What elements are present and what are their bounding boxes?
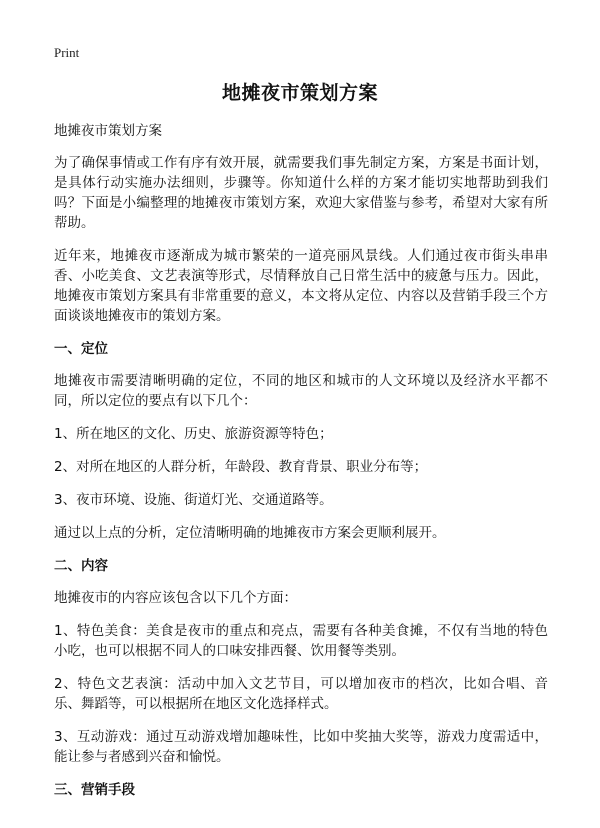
print-link[interactable]: Print — [54, 45, 80, 60]
article-subtitle: 地摊夜市策划方案 — [54, 123, 162, 139]
content-paragraph-1: 地摊夜市的内容应该包含以下几个方面： — [54, 590, 297, 606]
positioning-item-2: 2、对所在地区的人群分析，年龄段、教育背景、职业分布等； — [54, 459, 428, 475]
content-item-1: 1、特色美食：美食是夜市的重点和亮点，需要有各种美食摊，不仅有当地的特色小吃，也可以根据不同人的口味安排西餐、饮用餐等类别。 — [54, 623, 548, 659]
content-item-3: 3、互动游戏：通过互动游戏增加趣味性，比如中奖抽大奖等，游戏力度需适中，能让参与者感到兴奋和愉悦。 — [54, 729, 548, 765]
article-body — [54, 121, 548, 812]
section-heading-content: 二、内容 — [54, 558, 108, 574]
positioning-summary: 通过以上点的分析，定位清晰明确的地摊夜市方案会更顺利展开。 — [54, 525, 446, 541]
intro-paragraph-1: 为了确保事情或工作有序有效开展，就需要我们事先制定方案，方案是书面计划，是具体行动实施办法细则，步骤等。你知道什么样的方案才能切实地帮助到我们吗？下面是小编整理的地摊夜市策划方案，欢迎大家借鉴与参考，希望对大家有所帮助。 — [54, 155, 548, 231]
positioning-item-1: 1、所在地区的文化、历史、旅游资源等特色； — [54, 426, 333, 442]
content-item-2: 2、特色文艺表演：活动中加入文艺节目，可以增加夜市的档次，比如合唱、音乐、舞蹈等，可以根据所在地区文化选择样式。 — [54, 676, 548, 712]
intro-paragraph-2: 近年来，地摊夜市逐渐成为城市繁荣的一道亮丽风景线。人们通过夜市街头串串香、小吃美食、文艺表演等形式，尽情释放自己日常生活中的疲惫与压力。因此，地摊夜市策划方案具有非常重要的意义，本文将从定位、内容以及营销手段三个方面谈谈地摊夜市的策划方案。 — [54, 248, 548, 324]
positioning-item-3: 3、夜市环境、设施、街道灯光、交通道路等。 — [54, 492, 333, 508]
positioning-paragraph-1: 地摊夜市需要清晰明确的定位，不同的地区和城市的人文环境以及经济水平都不同，所以定位的要点有以下几个： — [54, 373, 548, 409]
section-heading-marketing: 三、营销手段 — [54, 782, 135, 798]
section-heading-positioning: 一、定位 — [54, 341, 108, 357]
page-title: 地摊夜市策划方案 — [221, 82, 378, 104]
